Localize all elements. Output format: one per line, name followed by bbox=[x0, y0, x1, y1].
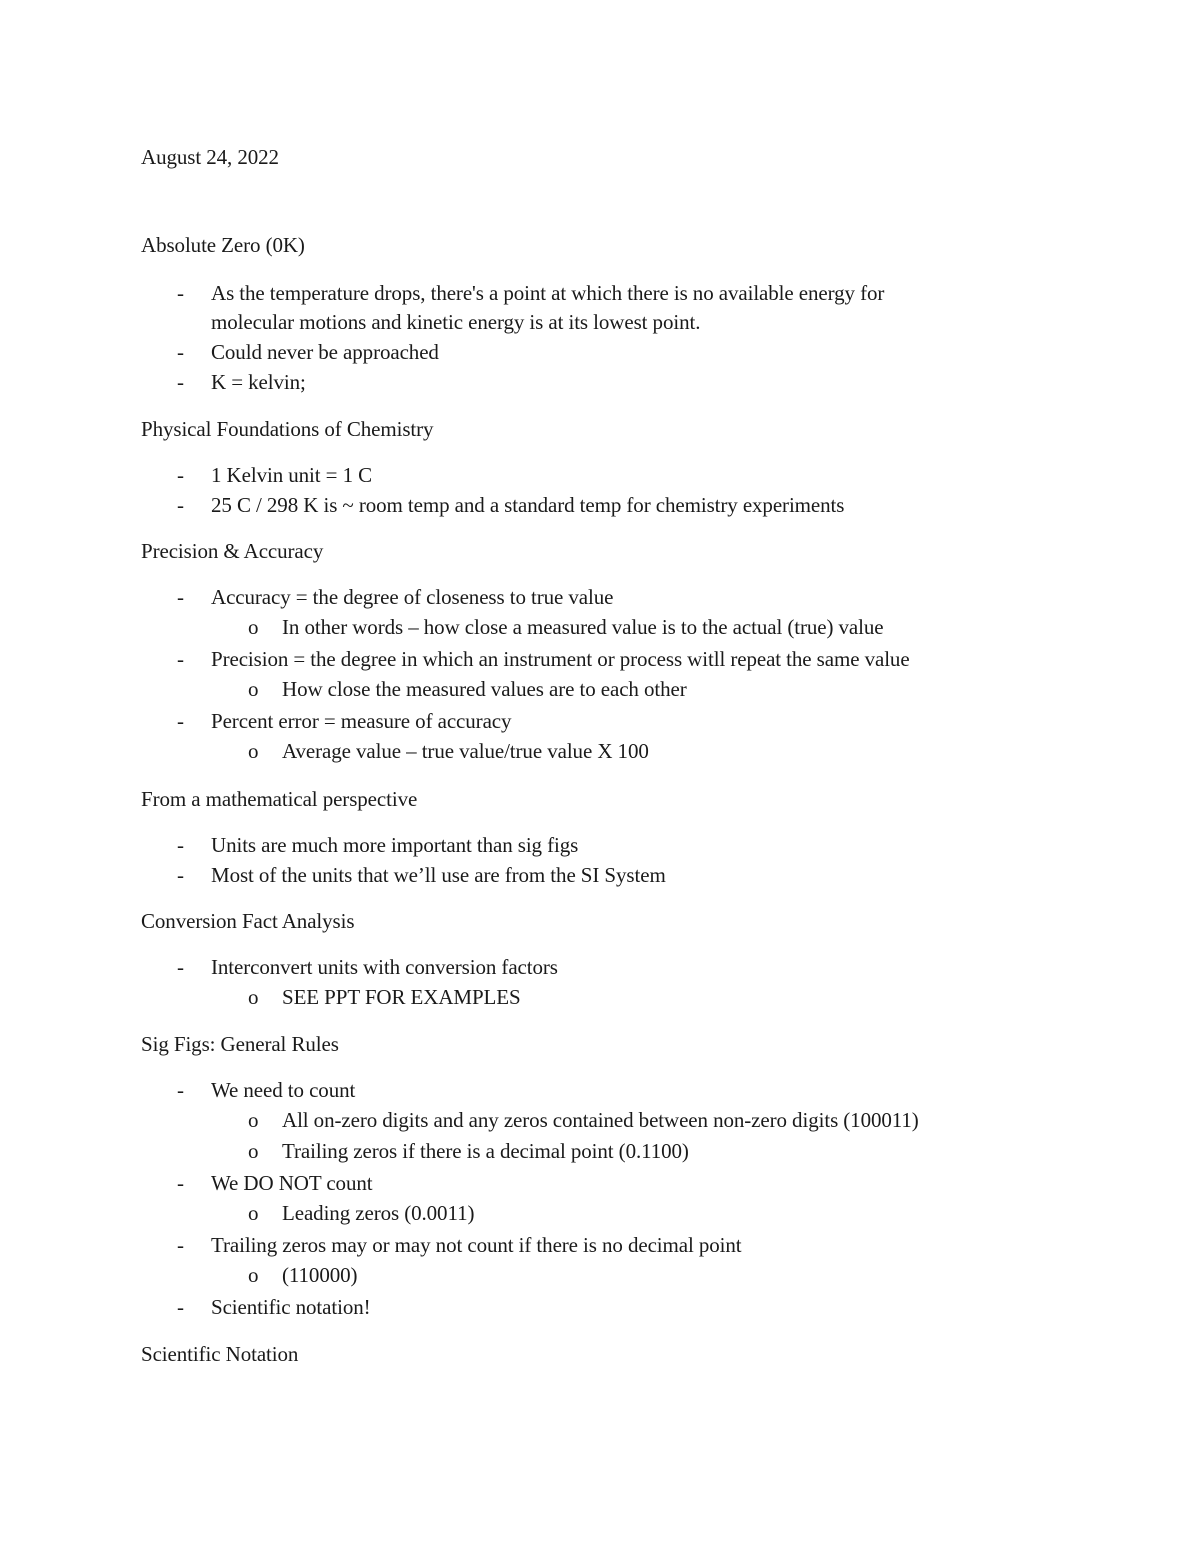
section-heading: Scientific Notation bbox=[141, 1342, 299, 1366]
bullet-dash: - bbox=[177, 493, 184, 517]
bullet-text: 1 Kelvin unit = 1 C bbox=[211, 463, 373, 487]
bullet-text: Percent error = measure of accuracy bbox=[211, 709, 512, 733]
bullet-text: K = kelvin; bbox=[211, 370, 306, 394]
bullet-dash: - bbox=[177, 833, 184, 857]
date-line: August 24, 2022 bbox=[141, 145, 279, 169]
bullet-dash: - bbox=[177, 463, 184, 487]
sub-bullet-text: All on-zero digits and any zeros contained between non-zero digits (100011) bbox=[282, 1108, 919, 1132]
section-heading: Sig Figs: General Rules bbox=[141, 1032, 339, 1056]
sub-bullet-circle: o bbox=[248, 1108, 259, 1132]
section-heading: From a mathematical perspective bbox=[141, 787, 418, 811]
bullet-dash: - bbox=[177, 647, 184, 671]
sub-bullet-circle: o bbox=[248, 739, 259, 763]
bullet-text: We need to count bbox=[211, 1078, 356, 1102]
bullet-text: Trailing zeros may or may not count if there is no decimal point bbox=[211, 1233, 742, 1257]
bullet-text: Interconvert units with conversion factors bbox=[211, 955, 558, 979]
sub-bullet-text: Leading zeros (0.0011) bbox=[282, 1201, 475, 1225]
bullet-text: Units are much more important than sig figs bbox=[211, 833, 579, 857]
bullet-text: Scientific notation! bbox=[211, 1295, 371, 1319]
bullet-dash: - bbox=[177, 955, 184, 979]
sub-bullet-text: Average value – true value/true value X 100 bbox=[282, 739, 649, 763]
section-heading: Conversion Fact Analysis bbox=[141, 909, 355, 933]
sub-bullet-circle: o bbox=[248, 1263, 259, 1287]
section-heading: Precision & Accuracy bbox=[141, 539, 324, 563]
bullet-text: As the temperature drops, there's a point at which there is no available energy for bbox=[211, 281, 885, 305]
bullet-dash: - bbox=[177, 1295, 184, 1319]
sub-bullet-circle: o bbox=[248, 985, 259, 1009]
section-heading: Physical Foundations of Chemistry bbox=[141, 417, 434, 441]
sub-bullet-text: Trailing zeros if there is a decimal point (0.1100) bbox=[282, 1139, 689, 1163]
section-heading: Absolute Zero (0K) bbox=[141, 233, 305, 257]
bullet-text: Accuracy = the degree of closeness to true value bbox=[211, 585, 614, 609]
bullet-dash: - bbox=[177, 585, 184, 609]
bullet-dash: - bbox=[177, 1233, 184, 1257]
bullet-dash: - bbox=[177, 340, 184, 364]
sub-bullet-text: How close the measured values are to each other bbox=[282, 677, 687, 701]
bullet-dash: - bbox=[177, 370, 184, 394]
bullet-text: Could never be approached bbox=[211, 340, 439, 364]
sub-bullet-circle: o bbox=[248, 1139, 259, 1163]
bullet-dash: - bbox=[177, 1171, 184, 1195]
sub-bullet-circle: o bbox=[248, 677, 259, 701]
bullet-text: 25 C / 298 K is ~ room temp and a standard temp for chemistry experiments bbox=[211, 493, 845, 517]
bullet-dash: - bbox=[177, 709, 184, 733]
bullet-dash: - bbox=[177, 281, 184, 305]
bullet-dash: - bbox=[177, 863, 184, 887]
sub-bullet-circle: o bbox=[248, 615, 259, 639]
bullet-text: Most of the units that we’ll use are from the SI System bbox=[211, 863, 666, 887]
bullet-dash: - bbox=[177, 1078, 184, 1102]
sub-bullet-circle: o bbox=[248, 1201, 259, 1225]
bullet-text: We DO NOT count bbox=[211, 1171, 373, 1195]
sub-bullet-text: (110000) bbox=[282, 1263, 358, 1287]
sub-bullet-text: SEE PPT FOR EXAMPLES bbox=[282, 985, 521, 1009]
bullet-text-continued: molecular motions and kinetic energy is at its lowest point. bbox=[211, 310, 701, 334]
sub-bullet-text: In other words – how close a measured value is to the actual (true) value bbox=[282, 615, 884, 639]
bullet-text: Precision = the degree in which an instrument or process witll repeat the same value bbox=[211, 647, 910, 671]
